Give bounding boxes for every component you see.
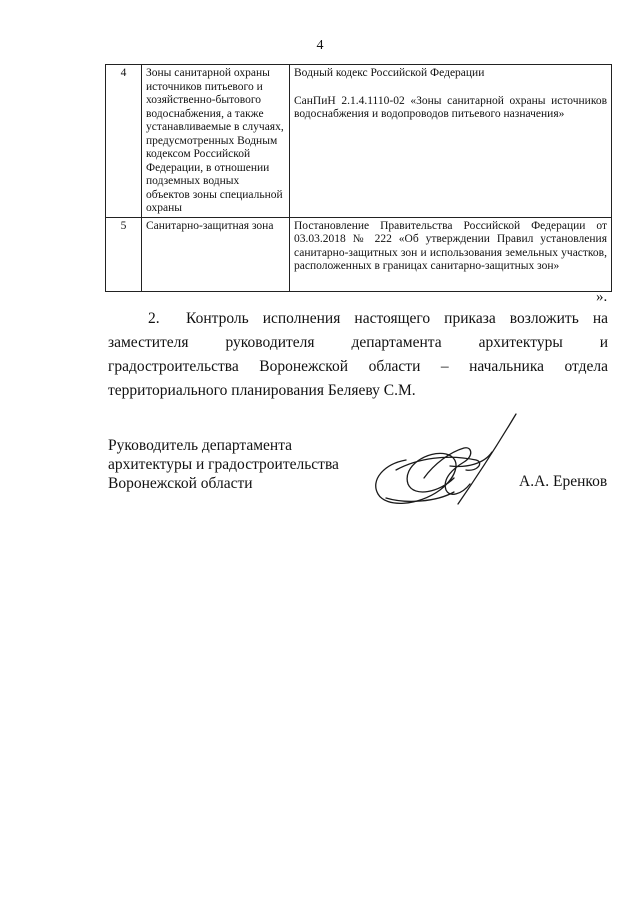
- zone-name-cell: Санитарно-защитная зона: [142, 217, 290, 291]
- table-row: [106, 217, 612, 291]
- legal-document-text: СанПиН 2.1.4.1110-02 «Зоны санитарной охраны источников водоснабжения и водопроводов питьевого назначения»: [294, 94, 607, 120]
- legal-document-text: Водный кодекс Российской Федерации: [294, 67, 485, 79]
- legal-document-cell: Постановление Правительства Российской Федерации от 03.03.2018 № 222 «Об утверждении Правил установления санитарно-защитных зон и использования земельных участков, расположенных в границах санитарно-защитных зон»: [290, 217, 612, 291]
- paragraph-text: Контроль исполнения настоящего приказа возложить на заместителя руководителя департамента архитектуры и градостроительства Воронежской области – начальника отдела территориального планирования Беляеву С.М.: [108, 310, 608, 399]
- zones-table: [105, 64, 612, 292]
- signatory-title-line: Руководитель департамента: [108, 437, 293, 454]
- signatory-title-line: Воронежской области: [108, 475, 253, 492]
- signatory-title-line: архитектуры и градостроительства: [108, 456, 339, 473]
- table-row: [106, 65, 612, 218]
- handwritten-signature: [366, 408, 536, 520]
- page-number: 4: [316, 38, 324, 53]
- legal-document-cell: [290, 65, 612, 218]
- closing-quote: ».: [596, 289, 608, 305]
- paragraph-number: 2.: [148, 310, 160, 327]
- order-paragraph: [108, 307, 608, 403]
- signer-name: А.А. Еренков: [519, 473, 608, 490]
- signatory-title: [108, 436, 368, 493]
- zone-name-cell: Зоны санитарной охраны источников питьевого и хозяйственно-бытового водоснабжения, а также устанавливаемые в случаях, предусмотренных Водным кодексом Российской Федерации, в отношении подземных водных объектов зоны специальной охраны: [142, 65, 290, 218]
- row-number-cell: 4: [106, 65, 142, 218]
- row-number-cell: 5: [106, 217, 142, 291]
